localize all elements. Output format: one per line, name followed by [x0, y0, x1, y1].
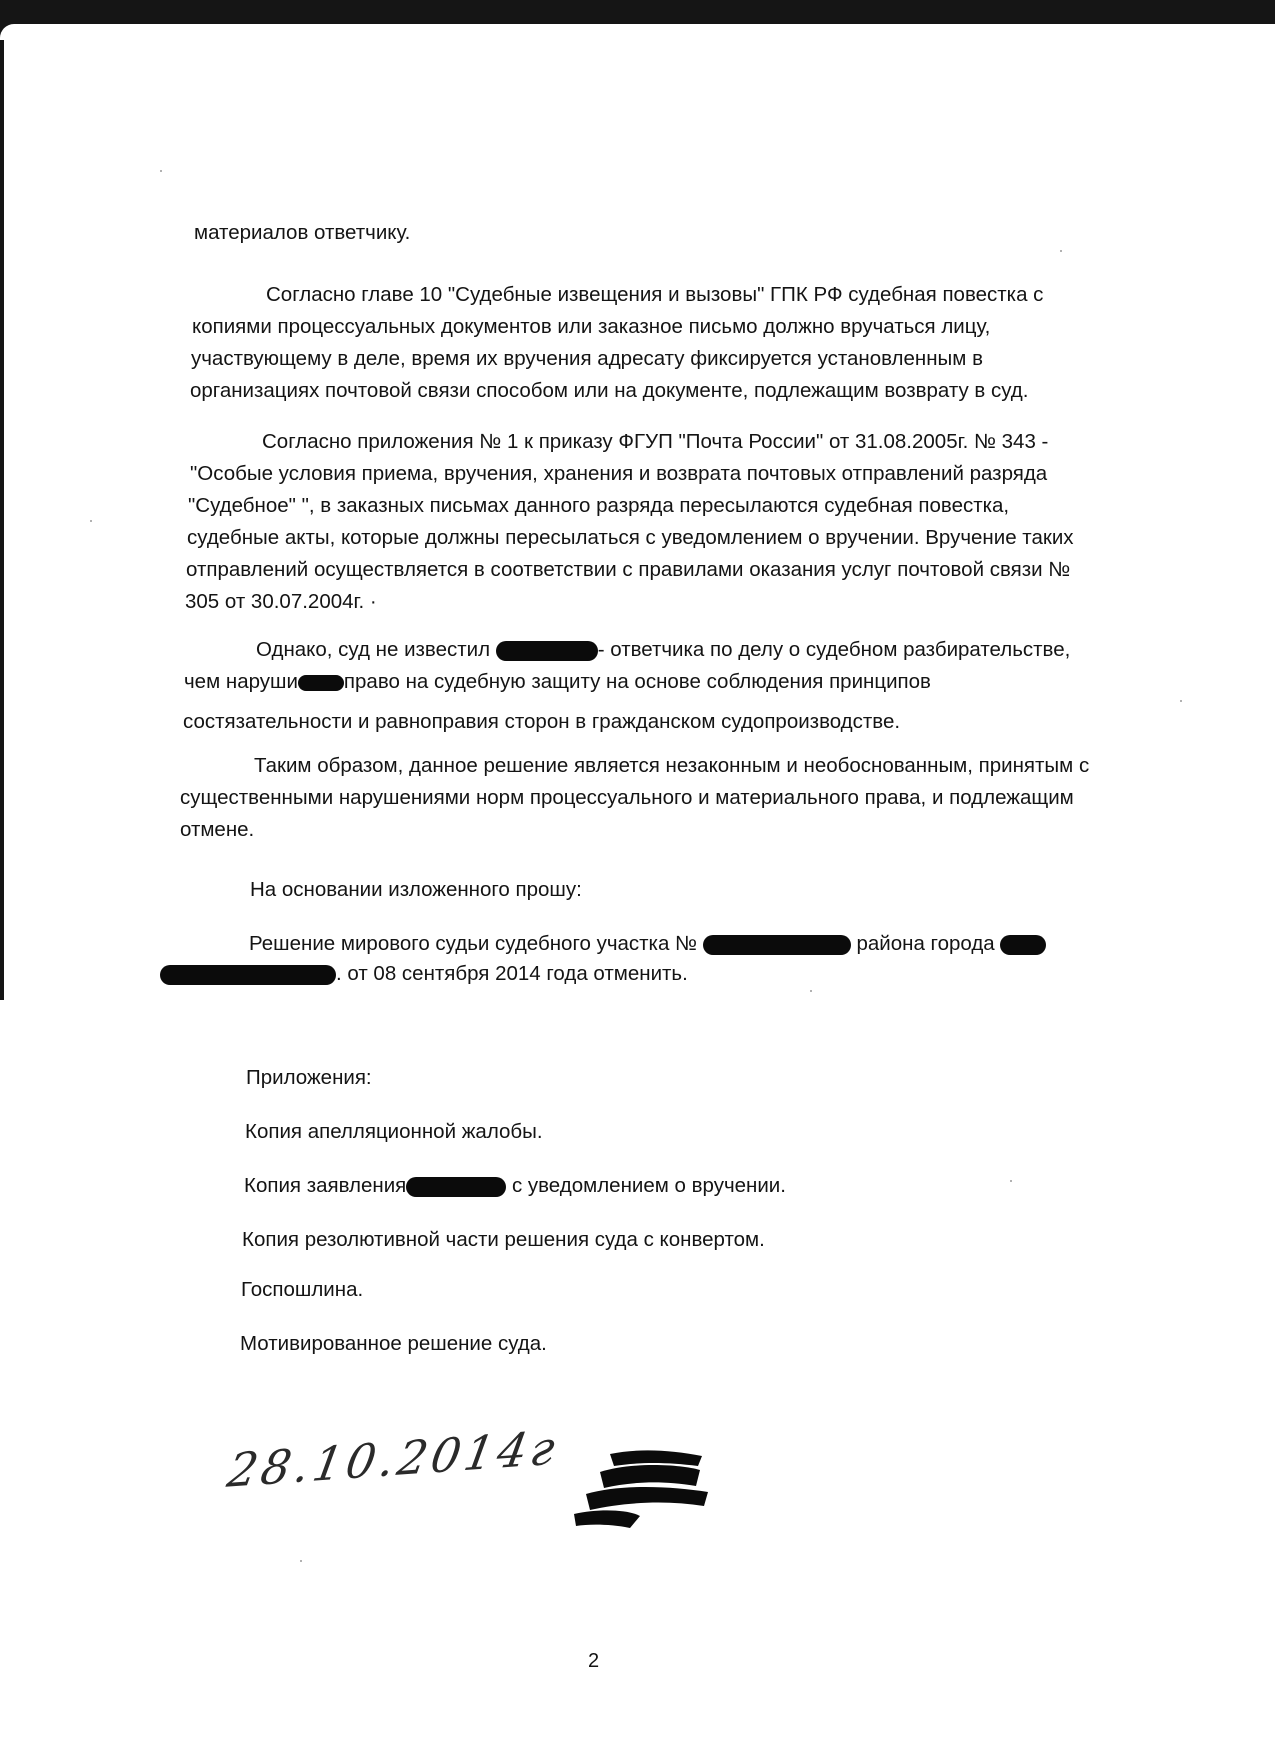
text-segment: чем наруши [184, 670, 298, 693]
text-line [160, 962, 688, 986]
list-item: Копия резолютивной части решения суда с конвертом. [242, 1228, 765, 1251]
text-segment: . от 08 сентября 2014 года отменить. [336, 962, 688, 985]
scan-speck [810, 990, 812, 992]
text-line: состязательности и равноправия сторон в гражданском судопроизводстве. [183, 710, 901, 733]
request-intro: На основании изложенного прошу: [250, 878, 582, 901]
redaction-mark [298, 675, 344, 691]
text-line: организациях почтовой связи способом или на документе, подлежащим возврату в суд. [190, 379, 1029, 402]
text-segment: Решение мирового судьи судебного участка № [249, 932, 698, 955]
text-line: отмене. [180, 818, 255, 841]
scan-speck [90, 520, 92, 522]
scan-speck [1060, 250, 1062, 252]
redaction-mark [703, 935, 851, 955]
scan-speck [160, 170, 162, 172]
text-line [256, 638, 1070, 662]
attachments-heading: Приложения: [246, 1066, 372, 1089]
redaction-mark [496, 641, 598, 661]
redaction-mark [1000, 935, 1046, 955]
list-item: Госпошлина. [241, 1278, 364, 1301]
text-line: "Судебное" ", в заказных письмах данного разряда пересылаются судебная повестка, [188, 494, 1010, 517]
text-line [249, 932, 1046, 956]
text-segment: Копия заявления [244, 1174, 407, 1197]
scan-speck [1180, 700, 1182, 702]
text-segment: право на судебную защиту на основе соблюдения принципов [343, 670, 931, 693]
text-line: Согласно главе 10 "Судебные извещения и вызовы" ГПК РФ судебная повестка с [266, 283, 1044, 306]
text-line: существенными нарушениями норм процессуального и материального права, и подлежащим [180, 786, 1074, 809]
text-segment: района города [856, 932, 995, 955]
text-line: участвующему в деле, время их вручения адресату фиксируется установленным в [191, 347, 983, 370]
list-item: Копия апелляционной жалобы. [245, 1120, 543, 1143]
text-line [184, 670, 931, 694]
list-item: Мотивированное решение суда. [240, 1332, 547, 1355]
text-line: копиями процессуальных документов или заказное письмо должно вручаться лицу, [192, 315, 991, 338]
continuation-line: материалов ответчику. [194, 221, 411, 244]
redaction-mark [160, 965, 336, 985]
scan-speck [1010, 1180, 1012, 1182]
scan-page-corner [0, 24, 1275, 64]
text-segment: - ответчика по делу о судебном разбирательстве, [597, 638, 1071, 661]
text-segment: Однако, суд не известил [256, 638, 491, 661]
redacted-signature [570, 1432, 710, 1532]
list-item [244, 1174, 786, 1198]
scan-left-edge [0, 40, 4, 1000]
text-line: судебные акты, которые должны пересылаться с уведомлением о вручении. Вручение таких [187, 526, 1074, 549]
scan-speck [300, 1560, 302, 1562]
text-line: "Особые условия приема, вручения, хранения и возврата почтовых отправлений разряда [190, 462, 1048, 485]
text-line: Согласно приложения № 1 к приказу ФГУП "Почта России" от 31.08.2005г. № 343 - [262, 430, 1049, 453]
page-number: 2 [588, 1650, 600, 1672]
text-line: Таким образом, данное решение является незаконным и необоснованным, принятым с [254, 754, 1090, 777]
redaction-mark [406, 1177, 506, 1197]
text-line: 305 от 30.07.2004г. · [185, 590, 377, 613]
text-line: отправлений осуществляется в соответствии с правилами оказания услуг почтовой связи № [186, 558, 1071, 581]
handwritten-date: 28.10.2014г [223, 1420, 564, 1498]
text-segment: с уведомлением о вручении. [511, 1174, 786, 1197]
